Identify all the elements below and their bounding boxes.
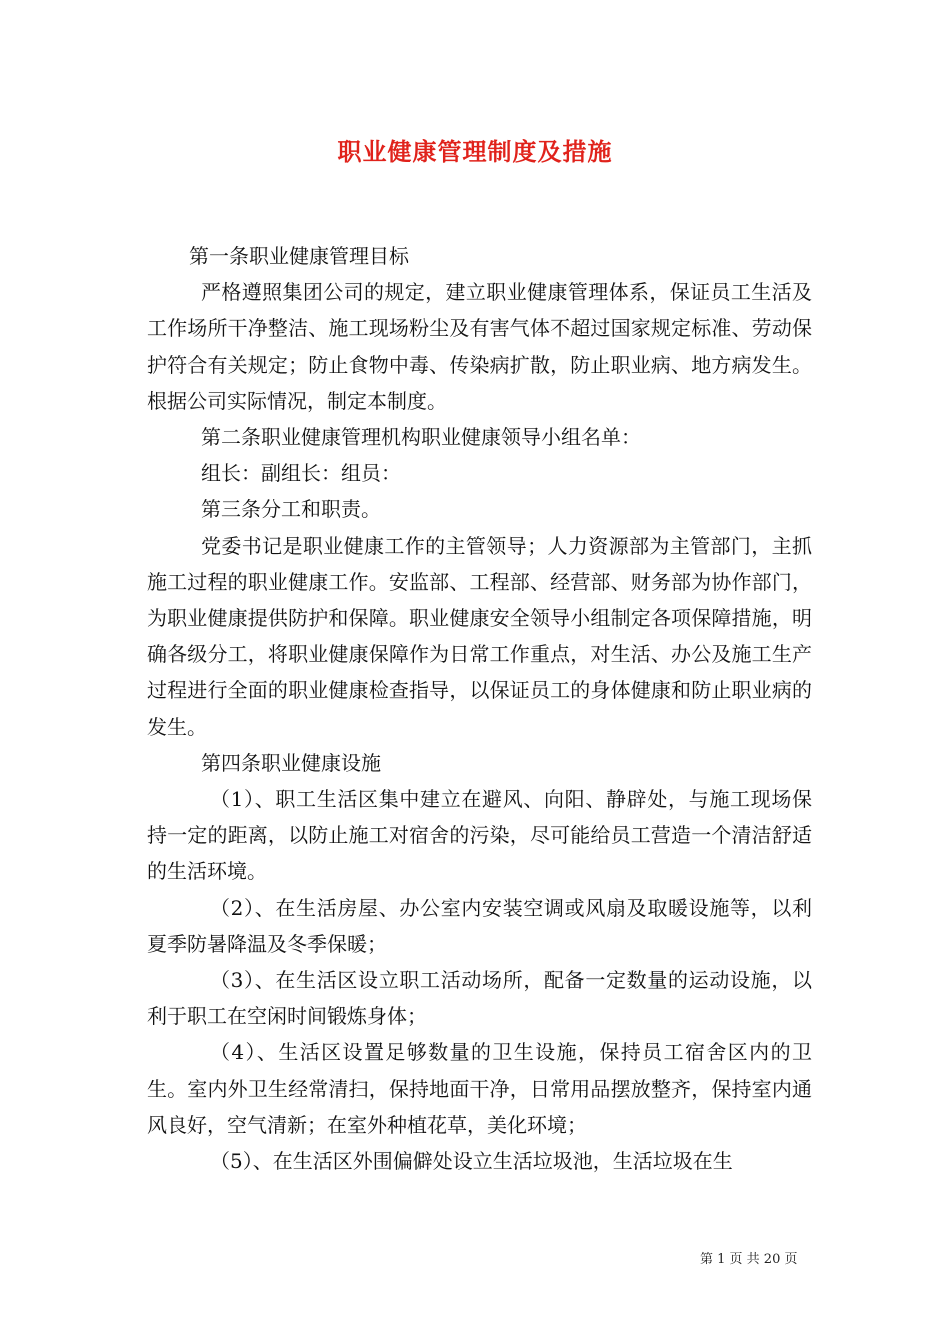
- list-item-2: （2）、在生活房屋、办公室内安装空调或风扇及取暖设施等，以利夏季防暑降温及冬季保暖；: [147, 895, 812, 956]
- list-item-3: （3）、在生活区设立职工活动场所，配备一定数量的运动设施，以利于职工在空闲时间锻炼身体；: [147, 968, 812, 1029]
- list-item-4: （4）、生活区设置足够数量的卫生设施，保持员工宿舍区内的卫生。室内外卫生经常清扫，保持地面干净，日常用品摆放整齐，保持室内通风良好，空气清新；在室外种植花草，美化环境；: [147, 1040, 812, 1137]
- document-title: 职业健康管理制度及措施: [337, 137, 613, 166]
- article-1-heading: 第一条职业健康管理目标: [189, 244, 409, 268]
- list-item-1: （1）、职工生活区集中建立在避风、向阳、静辟处，与施工现场保持一定的距离，以防止施工对宿舍的污染，尽可能给员工营造一个清洁舒适的生活环境。: [147, 787, 812, 884]
- list-item-5: （5）、在生活区外围偏僻处设立生活垃圾池，生活垃圾在生: [210, 1149, 733, 1174]
- leader-list: 组长：副组长：组员：: [201, 461, 401, 486]
- page-number: 第 1 页 共 20 页: [700, 1252, 798, 1267]
- document-body: [147, 238, 812, 1179]
- article-2-heading: 第二条职业健康管理机构职业健康领导小组名单：: [201, 425, 641, 450]
- article-3-heading: 第三条分工和职责。: [201, 497, 381, 522]
- article-3-text: 党委书记是职业健康工作的主管领导；人力资源部为主管部门，主抓施工过程的职业健康工作。安监部、工程部、经营部、财务部为协作部门，为职业健康提供防护和保障。职业健康安全领导小组制定各项保障措施，明确各级分工，将职业健康保障作为日常工作重点，对生活、办公及施工生产过程进行全面的职业健康检查指导，以保证员工的身体健康和防止职业病的发生。: [147, 533, 812, 739]
- article-4-heading: 第四条职业健康设施: [201, 750, 381, 775]
- article-1-text: 严格遵照集团公司的规定，建立职业健康管理体系，保证员工生活及工作场所干净整洁、施工现场粉尘及有害气体不超过国家规定标准、劳动保护符合有关规定；防止食物中毒、传染病扩散，防止职业病、地方病发生。根据公司实际情况，制定本制度。: [147, 280, 812, 413]
